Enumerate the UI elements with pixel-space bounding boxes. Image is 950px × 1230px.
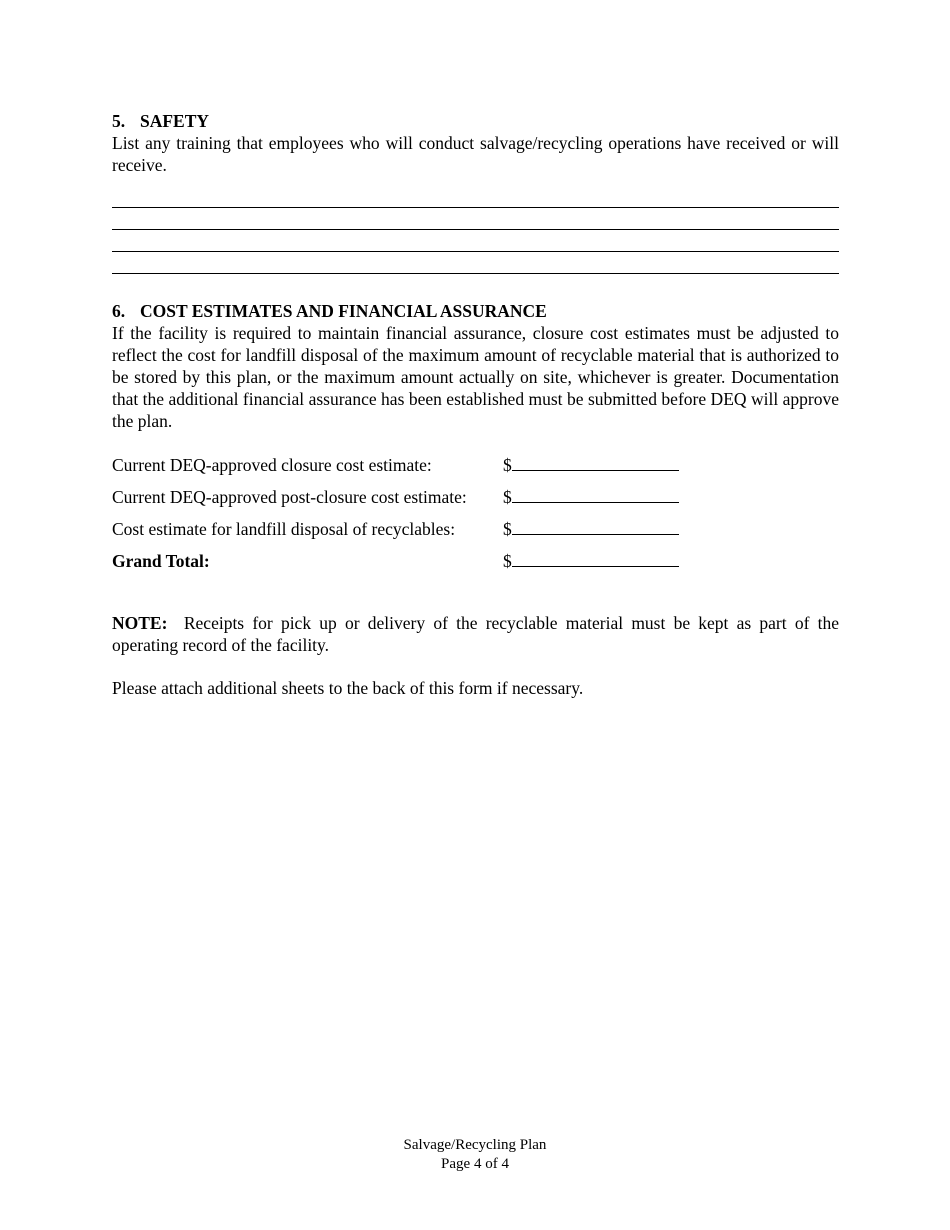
cost-label: Current DEQ-approved post-closure cost estimate: (112, 487, 467, 507)
cost-value (503, 516, 679, 540)
response-line[interactable] (112, 230, 839, 252)
note-text: Receipts for pick up or delivery of the recyclable material must be kept as part of the operating record of the facility. (112, 613, 839, 655)
section-title: COST ESTIMATES AND FINANCIAL ASSURANCE (140, 301, 547, 321)
section-number: 5. (112, 111, 126, 131)
cost-value (503, 452, 679, 476)
response-line[interactable] (112, 252, 839, 274)
cost-table (112, 452, 839, 580)
grand-total-field[interactable] (512, 548, 679, 567)
form-page (112, 110, 839, 699)
note-label: NOTE: (112, 613, 168, 633)
page-footer (0, 1136, 950, 1174)
currency-symbol: $ (503, 519, 512, 539)
section-heading-cost (112, 300, 839, 322)
landfill-disposal-cost-field[interactable] (512, 516, 679, 535)
response-line[interactable] (112, 208, 839, 230)
cost-paragraph: If the facility is required to maintain financial assurance, closure cost estimates must be adjusted to reflect the cost for landfill disposal of the maximum amount of recyclable material that is authorized to be stored by this plan, or the maximum amount actually on site, whichever is greater. Documentation that the additional financial assurance has been established must be submitted before DEQ will approve the plan. (112, 323, 839, 431)
training-response-lines[interactable] (112, 186, 839, 274)
section-title: SAFETY (140, 111, 210, 131)
footer-page-number: Page 4 of 4 (441, 1156, 509, 1172)
cost-value (503, 484, 679, 508)
cost-label: Cost estimate for landfill disposal of recyclables: (112, 519, 456, 539)
section-heading-safety (112, 110, 839, 132)
cost-row-landfill-disposal (112, 516, 839, 548)
currency-symbol: $ (503, 455, 512, 475)
attach-instruction: Please attach additional sheets to the back of this form if necessary. (112, 678, 584, 698)
cost-label: Current DEQ-approved closure cost estimate: (112, 455, 432, 475)
currency-symbol: $ (503, 551, 512, 571)
cost-value (503, 548, 679, 572)
safety-instruction: List any training that employees who will conduct salvage/recycling operations have received or will receive. (112, 133, 839, 175)
footer-title: Salvage/Recycling Plan (403, 1137, 547, 1153)
cost-row-grand-total (112, 548, 839, 580)
section-cost-estimates (112, 300, 839, 580)
currency-symbol: $ (503, 487, 512, 507)
cost-row-closure (112, 452, 839, 484)
note-paragraph (112, 612, 839, 656)
post-closure-cost-field[interactable] (512, 484, 679, 503)
section-safety (112, 110, 839, 274)
grand-total-label: Grand Total: (112, 551, 210, 571)
response-line[interactable] (112, 186, 839, 208)
section-number: 6. (112, 301, 126, 321)
closure-cost-field[interactable] (512, 452, 679, 471)
cost-row-post-closure (112, 484, 839, 516)
